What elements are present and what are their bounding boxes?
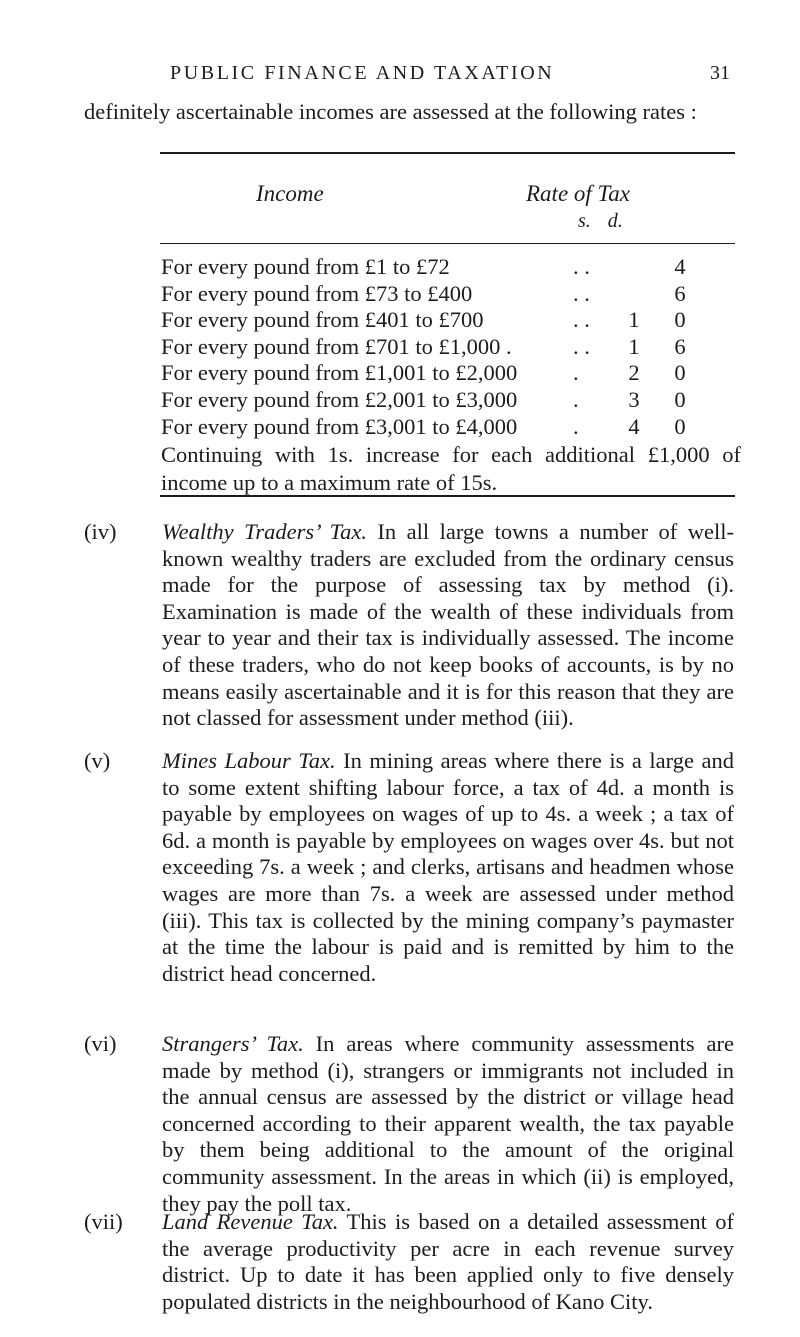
table-continuation-note (161, 441, 741, 497)
rate-pence: 6 (674, 333, 686, 359)
column-header-rate: Rate of Tax (526, 181, 630, 206)
column-header-units: s. d. (578, 210, 623, 232)
table-row (161, 254, 736, 281)
paragraph-body (162, 748, 734, 987)
table-row (161, 334, 736, 361)
rate-pence: 0 (674, 307, 686, 333)
leader-dots: . (573, 360, 579, 386)
table-row (161, 387, 736, 414)
row-label: For every pound from £401 to £700 (161, 307, 484, 333)
paragraph-title: Wealthy Traders’ Tax. (162, 519, 367, 544)
rate-pence: 4 (674, 254, 686, 279)
paragraph-number: (iv) (84, 519, 117, 544)
paragraph-body (162, 1209, 734, 1315)
rate-pence: 0 (674, 413, 686, 439)
paragraph-text: This is based on a detailed assessment of the average productivity per acre in each revenue survey district. Up to date it has been applied only to five densely populated districts in the neighbourhood of Kano City. (162, 1209, 734, 1314)
row-label: For every pound from £1,001 to £2,000 (161, 360, 518, 386)
running-header (170, 62, 730, 85)
paragraph-text: In areas where community assessments are made by method (i), strangers or immigrants not included in the annual census are assessed by the district or village head concerned according to their apparent wealth, the tax payable by them being additional to the amount of the original community assessment. In the areas in which (ii) is employed, they pay the poll tax. (162, 1031, 734, 1216)
table-row (161, 360, 736, 387)
row-label: For every pound from £701 to £1,000 . (161, 333, 512, 359)
page-number: 31 (710, 62, 730, 84)
leader-dots: . (573, 386, 579, 412)
leader-dots: . (573, 413, 579, 439)
running-title: PUBLIC FINANCE AND TAXATION (170, 62, 555, 84)
rate-shillings: 1 (628, 307, 640, 333)
row-label: For every pound from £73 to £400 (161, 280, 473, 306)
row-label: For every pound from £2,001 to £3,000 (161, 386, 518, 412)
paragraph-body (162, 1031, 734, 1217)
row-label: For every pound from £1 to £72 (161, 254, 450, 279)
intro-text: definitely ascertainable incomes are assessed at the following rates : (84, 99, 697, 124)
leader-dots: . . (573, 307, 590, 333)
rate-pence: 6 (674, 280, 686, 306)
paragraph-number: (vi) (84, 1031, 117, 1056)
paragraph-title: Mines Labour Tax. (162, 748, 336, 773)
rate-shillings: 1 (628, 333, 640, 359)
continuation-line-1: Continuing with 1s. increase for each additional £1,000 of (161, 442, 741, 467)
table-header-rule (160, 243, 735, 244)
tax-rate-table (161, 254, 736, 440)
table-top-rule (160, 152, 735, 154)
paragraph-number: (v) (84, 748, 111, 773)
leader-dots: . . (573, 280, 590, 306)
continuation-line-2: income up to a maximum rate of 15s. (161, 470, 498, 495)
leader-dots: . . (573, 333, 590, 359)
rate-shillings: 2 (628, 360, 640, 386)
paragraph-title: Land Revenue Tax. (162, 1209, 339, 1234)
column-header-income: Income (256, 181, 324, 206)
rate-shillings: 4 (628, 413, 640, 439)
rate-pence: 0 (674, 386, 686, 412)
paragraph-body (162, 519, 734, 732)
paragraph-text: In all large towns a number of well-known wealthy traders are excluded from the ordinary census made for the purpose of assessing tax by method (i). Examination is made of the wealth of these individuals from year to year and their tax is individually assessed. The income of these traders, who do not keep books of accounts, is by no means easily ascertainable and it is for this reason that they are not classed for assessment under method (iii). (162, 519, 734, 731)
paragraph-title: Strangers’ Tax. (162, 1031, 304, 1056)
rate-pence: 0 (674, 360, 686, 386)
table-row (161, 307, 736, 334)
table-bottom-rule (160, 495, 735, 497)
row-label: For every pound from £3,001 to £4,000 (161, 413, 518, 439)
rate-shillings: 3 (628, 386, 640, 412)
table-row (161, 414, 736, 441)
leader-dots: . . (573, 254, 590, 279)
paragraph-number: (vii) (84, 1209, 123, 1234)
table-row (161, 281, 736, 308)
paragraph-text: In mining areas where there is a large and to some extent shifting labour force, a tax of 4d. a month is payable by employees on wages of up to 4s. a week ; a tax of 6d. a month is payable by employees on wages over 4s. but not exceeding 7s. a week ; and clerks, artisans and headmen whose wages are more than 7s. a week are assessed under method (iii). This tax is collected by the mining company’s paymaster at the time the labour is paid and is remitted by him to the district head concerned. (162, 748, 734, 986)
